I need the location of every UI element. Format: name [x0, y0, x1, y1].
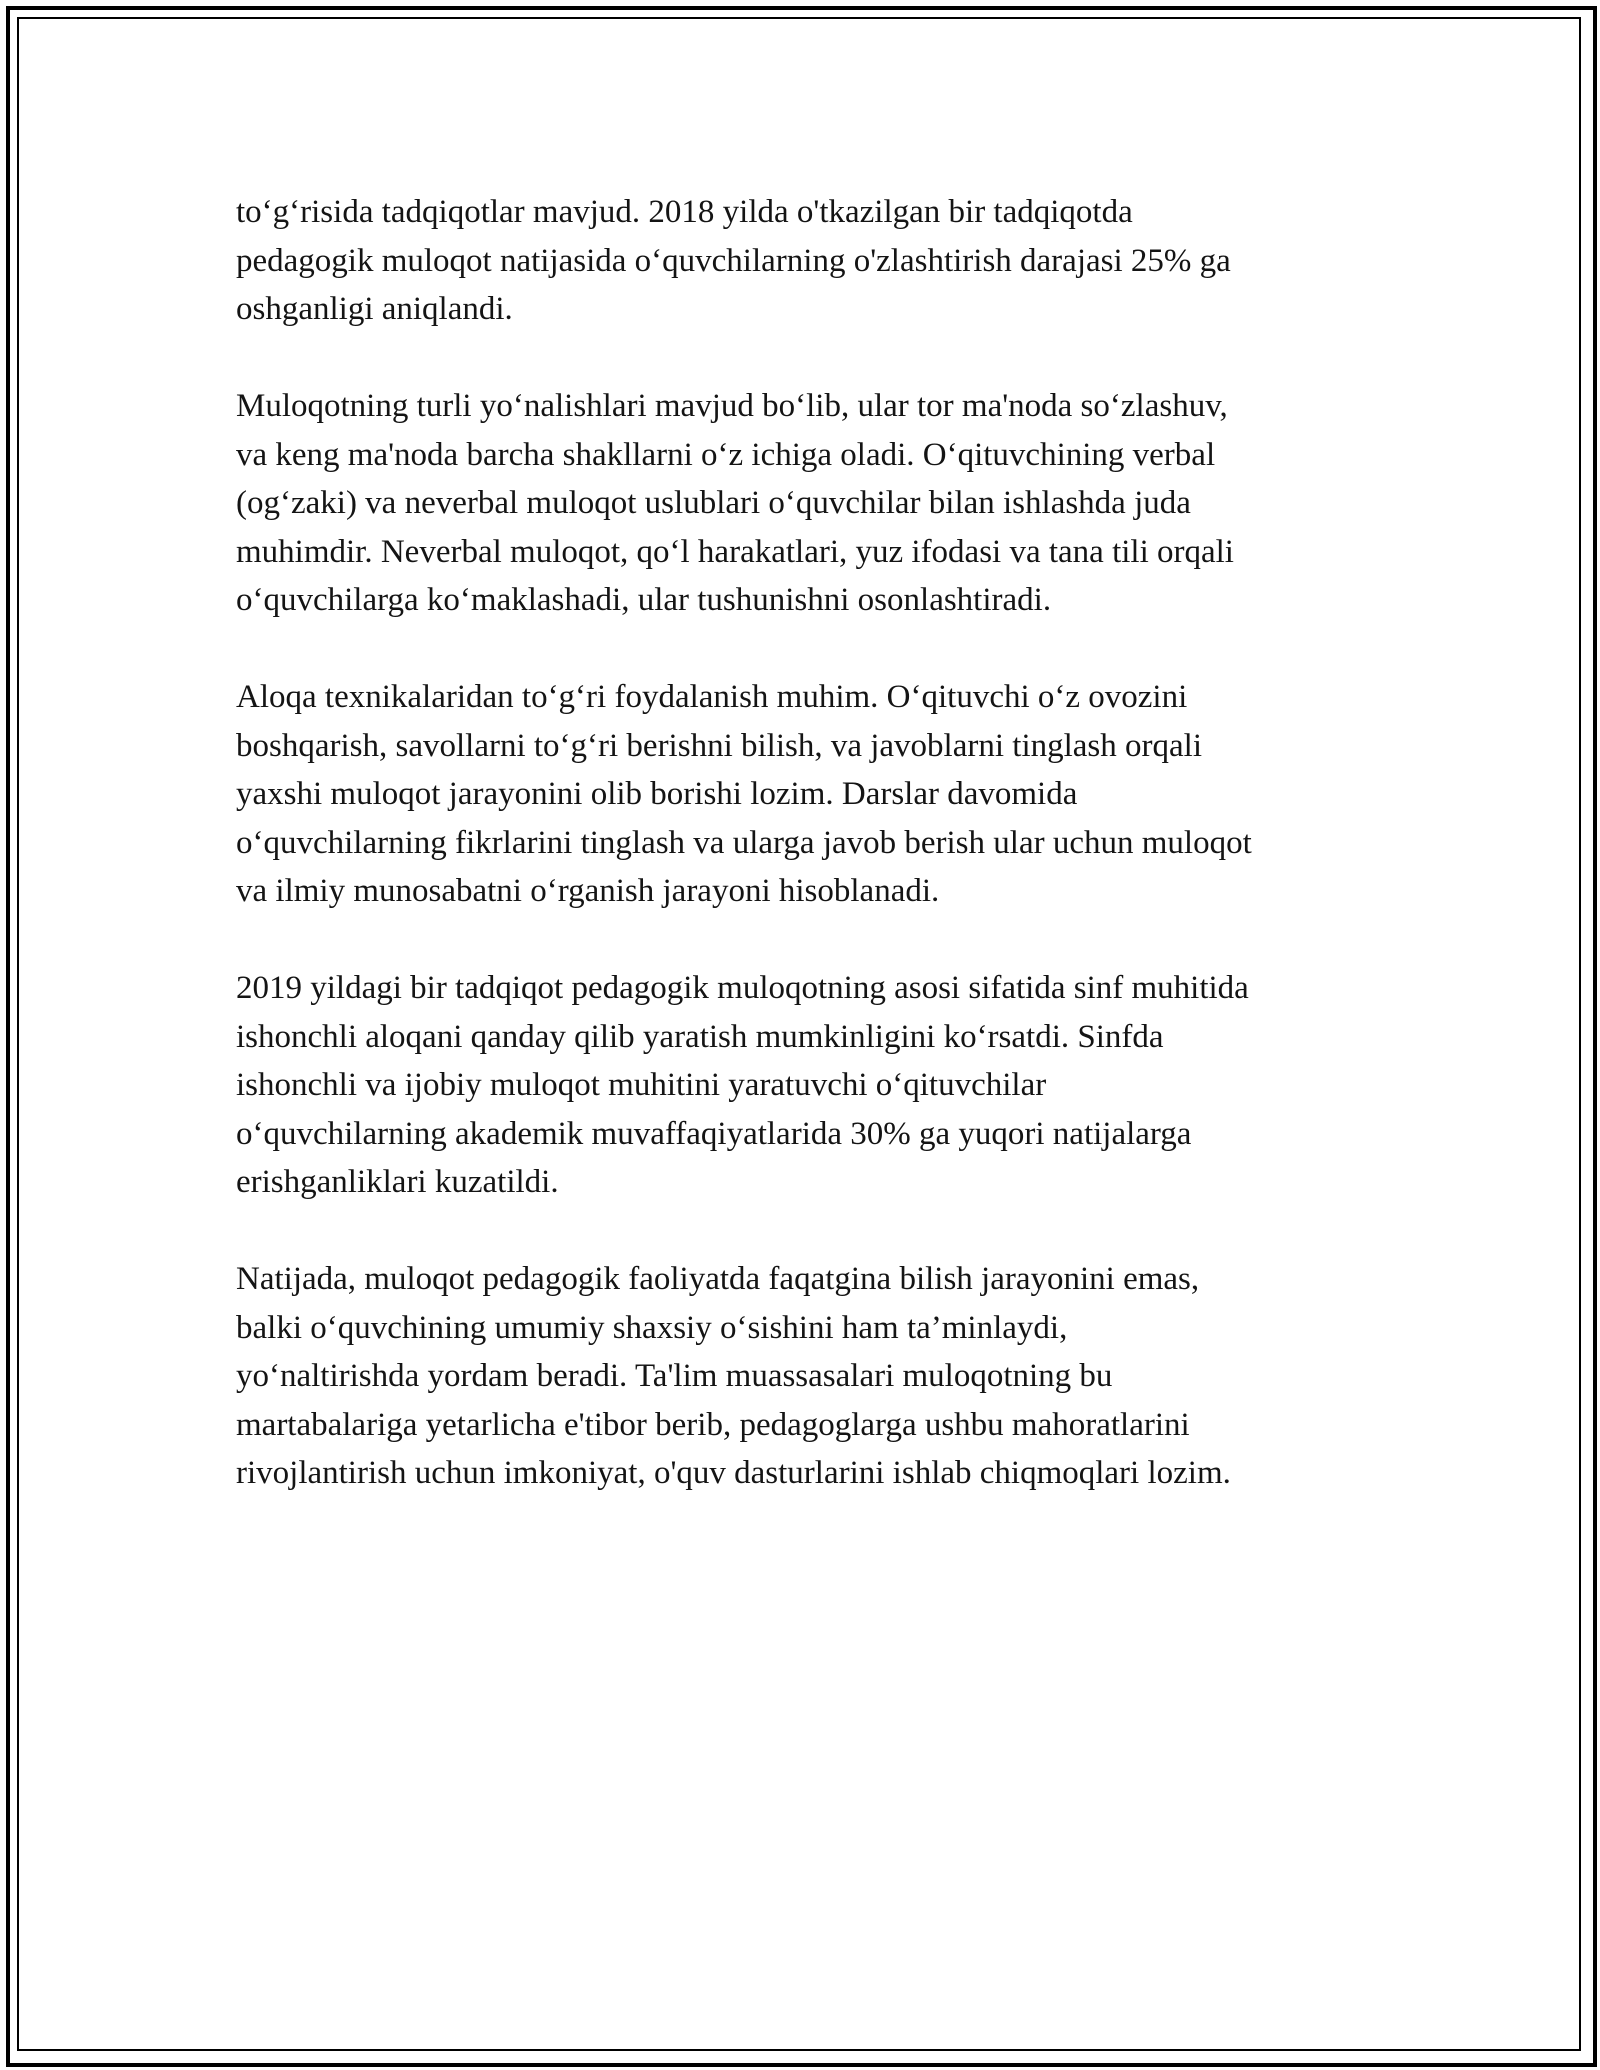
text-line: erishganliklari kuzatildi. — [236, 1164, 559, 1200]
text-line: to‘g‘risida tadqiqotlar mavjud. 2018 yilda o'tkazilgan bir tadqiqotda — [236, 194, 1133, 230]
text-line: Muloqotning turli yo‘nalishlari mavjud bo‘lib, ular tor ma'noda so‘zlashuv, — [236, 388, 1228, 424]
text-line: o‘quvchilarning akademik muvaffaqiyatlarida 30% ga yuqori natijalarga — [236, 1115, 1192, 1152]
paragraph-3 — [236, 673, 1386, 916]
text-line: va ilmiy munosabatni o‘rganish jarayoni hisoblanadi. — [236, 873, 940, 909]
text-line: ishonchli va ijobiy muloqot muhitini yaratuvchi o‘qituvchilar — [236, 1067, 1047, 1103]
text-line: muhimdir. Neverbal muloqot, qo‘l harakatlari, yuz ifodasi va tana tili orqali — [236, 533, 1234, 570]
text-line: pedagogik muloqot natijasida o‘quvchilarning o'zlashtirish darajasi 25% ga — [236, 242, 1231, 279]
text-line: Natijada, muloqot pedagogik faoliyatda faqatgina bilish jarayonini emas, — [236, 1261, 1200, 1297]
text-line: va keng ma'noda barcha shakllarni o‘z ichiga oladi. O‘qituvchining verbal — [236, 436, 1216, 473]
text-line: rivojlantirish uchun imkoniyat, o'quv dasturlarini ishlab chiqmoqlari lozim. — [236, 1455, 1231, 1491]
text-line: yaxshi muloqot jarayonini olib borishi lozim. Darslar davomida — [236, 776, 1078, 812]
text-line: boshqarish, savollarni to‘g‘ri berishni bilish, va javoblarni tinglash orqali — [236, 727, 1202, 764]
text-line: o‘quvchilarning fikrlarini tinglash va ularga javob berish ular uchun muloqot — [236, 824, 1252, 861]
text-line: Aloqa texnikalaridan to‘g‘ri foydalanish muhim. O‘qituvchi o‘z ovozini — [236, 679, 1188, 715]
text-line: 2019 yildagi bir tadqiqot pedagogik muloqotning asosi sifatida sinf muhitida — [236, 970, 1249, 1006]
text-line: ishonchli aloqani qanday qilib yaratish mumkinligini ko‘rsatdi. Sinfda — [236, 1018, 1164, 1055]
paragraph-2 — [236, 382, 1386, 625]
text-line: yo‘naltirishda yordam beradi. Ta'lim muassasalari muloqotning bu — [236, 1358, 1113, 1394]
paragraph-4 — [236, 964, 1386, 1207]
paragraph-5 — [236, 1255, 1386, 1498]
paragraph-1 — [236, 188, 1386, 334]
text-line: (og‘zaki) va neverbal muloqot uslublari o‘quvchilar bilan ishlashda juda — [236, 485, 1191, 521]
text-line: martabalariga yetarlicha e'tibor berib, pedagoglarga ushbu mahoratlarini — [236, 1406, 1190, 1443]
document-body — [236, 188, 1386, 1546]
text-line: oshganligi aniqlandi. — [236, 291, 513, 327]
text-line: o‘quvchilarga ko‘maklashadi, ular tushunishni osonlashtiradi. — [236, 582, 1052, 618]
text-line: balki o‘quvchining umumiy shaxsiy o‘sishini ham ta’minlaydi, — [236, 1309, 1068, 1346]
